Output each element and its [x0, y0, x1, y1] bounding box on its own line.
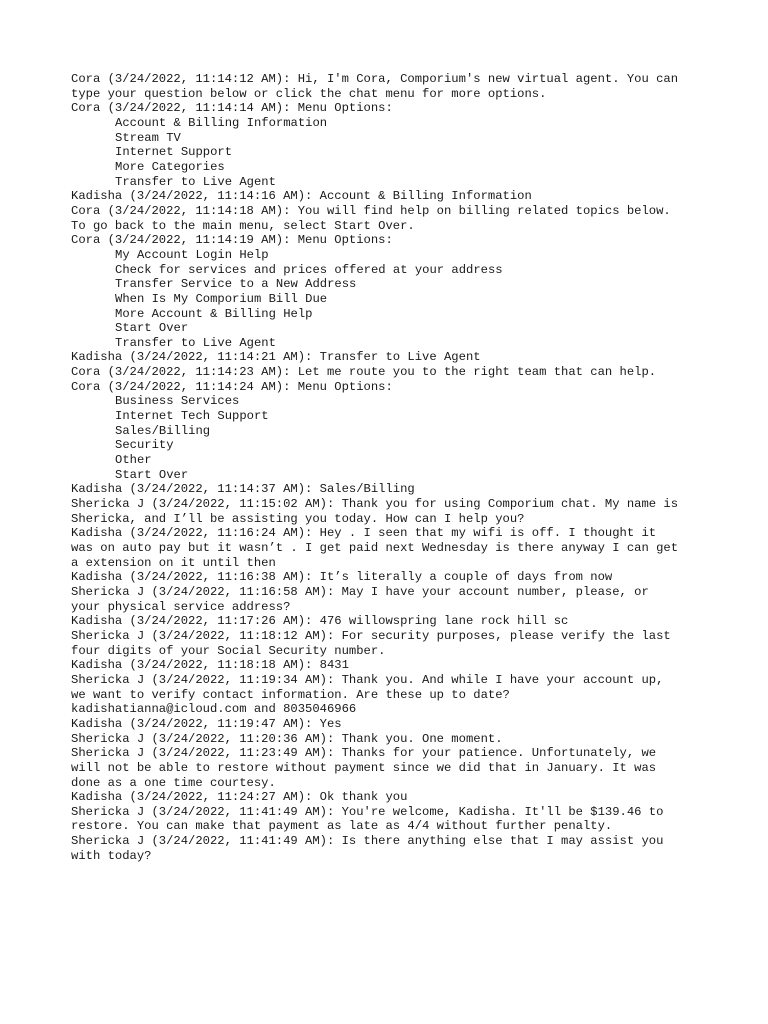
menu-option-line: Other: [115, 453, 152, 468]
transcript-line: type your question below or click the chat menu for more options.: [71, 86, 547, 101]
transcript-line: Shericka J (3/24/2022, 11:15:02 AM): Thank you for using Comporium chat. My name is: [71, 497, 679, 512]
transcript-line: will not be able to restore without payment since we did that in January. It was: [71, 760, 657, 775]
transcript-line: Kadisha (3/24/2022, 11:14:37 AM): Sales/Billing: [71, 482, 415, 497]
transcript-line: Shericka, and I’ll be assisting you today. How can I help you?: [71, 511, 525, 526]
transcript-line: with today?: [71, 848, 152, 863]
transcript-line: Cora (3/24/2022, 11:14:14 AM): Menu Options:: [71, 101, 393, 116]
transcript-line: done as a one time courtesy.: [71, 775, 276, 790]
transcript-line: Shericka J (3/24/2022, 11:16:58 AM): May I have your account number, please, or: [71, 584, 649, 599]
transcript-line: Kadisha (3/24/2022, 11:14:16 AM): Account & Billing Information: [71, 189, 532, 204]
transcript-line: restore. You can make that payment as late as 4/4 without further penalty.: [71, 819, 613, 834]
transcript-line: Cora (3/24/2022, 11:14:24 AM): Menu Options:: [71, 379, 393, 394]
transcript-line: kadishatianna@icloud.com and 8035046966: [71, 702, 357, 717]
transcript-line: Shericka J (3/24/2022, 11:23:49 AM): Thanks for your patience. Unfortunately, we: [71, 746, 657, 761]
transcript-line: Shericka J (3/24/2022, 11:41:49 AM): You're welcome, Kadisha. It'll be $139.46 to: [71, 804, 664, 819]
menu-option-line: Transfer to Live Agent: [115, 335, 276, 350]
transcript-line: we want to verify contact information. Are these up to date?: [71, 687, 510, 702]
menu-option-line: Transfer to Live Agent: [115, 174, 276, 189]
transcript-line: Shericka J (3/24/2022, 11:41:49 AM): Is there anything else that I may assist you: [71, 834, 664, 849]
transcript-line: Cora (3/24/2022, 11:14:18 AM): You will find help on billing related topics below.: [71, 203, 671, 218]
transcript-line: Shericka J (3/24/2022, 11:19:34 AM): Thank you. And while I have your account up,: [71, 672, 664, 687]
menu-option-line: More Account & Billing Help: [115, 306, 313, 321]
menu-option-line: Account & Billing Information: [115, 115, 328, 130]
menu-option-line: Sales/Billing: [115, 423, 211, 438]
transcript-line: Kadisha (3/24/2022, 11:16:38 AM): It’s literally a couple of days from now: [71, 570, 613, 585]
transcript-line: was on auto pay but it wasn’t . I get paid next Wednesday is there anyway I can get: [71, 541, 679, 555]
transcript-line: Cora (3/24/2022, 11:14:19 AM): Menu Options:: [71, 233, 393, 248]
transcript-line: Kadisha (3/24/2022, 11:14:21 AM): Transfer to Live Agent: [71, 350, 481, 365]
menu-option-line: More Categories: [115, 159, 225, 174]
menu-option-line: Internet Tech Support: [115, 409, 269, 424]
transcript-line: Kadisha (3/24/2022, 11:18:18 AM): 8431: [71, 658, 349, 673]
menu-option-line: Check for services and prices offered at your address: [115, 262, 503, 277]
chat-transcript: [71, 72, 711, 863]
transcript-line: four digits of your Social Security number.: [71, 643, 386, 658]
menu-option-line: Stream TV: [115, 130, 181, 145]
transcript-line: Kadisha (3/24/2022, 11:19:47 AM): Yes: [71, 716, 342, 731]
transcript-line: Cora (3/24/2022, 11:14:12 AM): Hi, I'm Cora, Comporium's new virtual agent. You can: [71, 72, 679, 86]
menu-option-line: Business Services: [115, 394, 240, 409]
transcript-line: Kadisha (3/24/2022, 11:17:26 AM): 476 willowspring lane rock hill sc: [71, 614, 569, 629]
transcript-line: To go back to the main menu, select Start Over.: [71, 218, 415, 233]
menu-option-line: Start Over: [115, 321, 189, 336]
transcript-line: your physical service address?: [71, 599, 291, 614]
transcript-line: Kadisha (3/24/2022, 11:16:24 AM): Hey . I seen that my wifi is off. I thought it: [71, 526, 657, 541]
transcript-line: a extension on it until then: [71, 555, 276, 570]
transcript-line: Kadisha (3/24/2022, 11:24:27 AM): Ok thank you: [71, 790, 408, 805]
transcript-line: Cora (3/24/2022, 11:14:23 AM): Let me route you to the right team that can help.: [71, 365, 657, 380]
menu-option-line: Security: [115, 438, 174, 453]
menu-option-line: When Is My Comporium Bill Due: [115, 291, 328, 306]
menu-option-line: Start Over: [115, 467, 189, 482]
transcript-line: Shericka J (3/24/2022, 11:20:36 AM): Thank you. One moment.: [71, 731, 503, 746]
menu-option-line: My Account Login Help: [115, 247, 269, 262]
transcript-line: Shericka J (3/24/2022, 11:18:12 AM): For security purposes, please verify the last: [71, 628, 671, 643]
menu-option-line: Internet Support: [115, 145, 233, 160]
menu-option-line: Transfer Service to a New Address: [115, 277, 357, 292]
